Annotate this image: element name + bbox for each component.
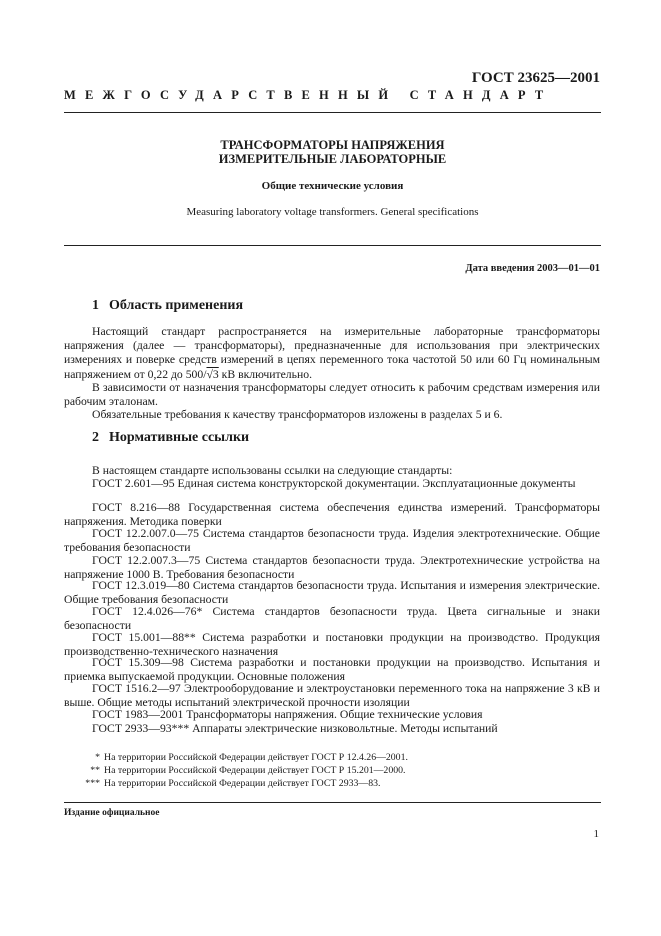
document-code: ГОСТ 23625—2001 bbox=[471, 70, 600, 86]
footnote-mark: * bbox=[95, 752, 100, 763]
standard-type-banner: МЕЖГОСУДАРСТВЕННЫЙ СТАНДАРТ bbox=[64, 88, 553, 102]
title-line-2: ИЗМЕРИТЕЛЬНЫЕ ЛАБОРАТОРНЫЕ bbox=[218, 152, 447, 166]
section-1-paragraph-2: В зависимости от назначения трансформаторы следует относить к рабочим средствам измерения или рабочим эталонам. bbox=[64, 381, 600, 409]
sqrt-3: √3 bbox=[206, 367, 219, 381]
paragraph-text: Настоящий стандарт распространяется на измерительные лабораторные трансформаторы напряжения (далее — трансформаторы), предназначенные для использования при электрических измерениях и поверке средств измерений в цепях переменного тока частотой 50 или 60 Гц номинальным напряжением от 0,22 до 500/ bbox=[64, 325, 600, 381]
reference-item: ГОСТ 12.4.026—76* Система стандартов безопасности труда. Цвета сигнальные и знаки безопасности bbox=[64, 605, 600, 632]
section-1-number: 1 bbox=[92, 298, 99, 313]
reference-item: ГОСТ 2.601—95 Единая система конструкторской документации. Эксплуатационные документы bbox=[92, 477, 576, 490]
reference-item: ГОСТ 1983—2001 Трансформаторы напряжения. Общие технические условия bbox=[92, 708, 483, 721]
page-number: 1 bbox=[593, 828, 599, 840]
section-2-title: Нормативные ссылки bbox=[109, 430, 250, 445]
section-2-heading bbox=[92, 430, 249, 446]
reference-item: ГОСТ 12.2.007.3—75 Система стандартов безопасности труда. Электротехнические устройства на напряжение 1000 В. Требования безопасности bbox=[64, 554, 600, 581]
footnote bbox=[64, 751, 600, 764]
paragraph-text: кВ включительно. bbox=[218, 367, 312, 381]
footnote-text: На территории Российской Федерации действует ГОСТ Р 15.201—2000. bbox=[104, 765, 406, 776]
footnote bbox=[64, 777, 600, 790]
document-subtitle: Общие технические условия bbox=[261, 180, 404, 192]
footnote-text: На территории Российской Федерации действует ГОСТ 2933—83. bbox=[104, 778, 381, 789]
footnote bbox=[64, 764, 600, 777]
footer-divider bbox=[64, 802, 601, 803]
section-2-intro: В настоящем стандарте использованы ссылки на следующие стандарты: bbox=[92, 464, 453, 477]
section-1-heading bbox=[92, 298, 243, 314]
reference-item: ГОСТ 8.216—88 Государственная система обеспечения единства измерений. Трансформаторы напряжения. Методика поверки bbox=[64, 501, 600, 528]
reference-item: ГОСТ 12.2.007.0—75 Система стандартов безопасности труда. Изделия электротехнические. Общие требования безопасности bbox=[64, 527, 600, 554]
reference-item: ГОСТ 15.001—88** Система разработки и постановки продукции на производство. Продукция производственно-технического назначения bbox=[64, 631, 600, 658]
document-title bbox=[64, 138, 601, 166]
title-divider bbox=[64, 245, 601, 246]
reference-item: ГОСТ 12.3.019—80 Система стандартов безопасности труда. Испытания и измерения электрические. Общие требования безопасности bbox=[64, 579, 600, 606]
section-1-paragraph-1 bbox=[64, 325, 600, 382]
reference-item: ГОСТ 1516.2—97 Электрооборудование и электроустановки переменного тока на напряжение 3 кВ и выше. Общие методы испытаний электрической прочности изоляции bbox=[64, 682, 600, 709]
intro-date: Дата введения 2003—01—01 bbox=[465, 263, 600, 274]
reference-item: ГОСТ 2933—93*** Аппараты электрические низковольтные. Методы испытаний bbox=[92, 722, 498, 735]
footnote-mark: ** bbox=[90, 765, 100, 776]
reference-item: ГОСТ 15.309—98 Система разработки и постановки продукции на производство. Испытания и приемка выпускаемой продукции. Основные положения bbox=[64, 656, 600, 683]
footnote-mark: *** bbox=[85, 778, 100, 789]
official-edition-label: Издание официальное bbox=[64, 808, 160, 818]
title-line-1: ТРАНСФОРМАТОРЫ НАПРЯЖЕНИЯ bbox=[220, 138, 445, 152]
footnote-text: На территории Российской Федерации действует ГОСТ Р 12.4.26—2001. bbox=[104, 752, 408, 763]
section-1-paragraph-3: Обязательные требования к качеству трансформаторов изложены в разделах 5 и 6. bbox=[92, 408, 503, 421]
english-title: Measuring laboratory voltage transformers. General specifications bbox=[186, 206, 479, 218]
section-1-title: Область применения bbox=[109, 298, 244, 313]
top-divider bbox=[64, 112, 601, 113]
section-2-number: 2 bbox=[92, 430, 99, 445]
